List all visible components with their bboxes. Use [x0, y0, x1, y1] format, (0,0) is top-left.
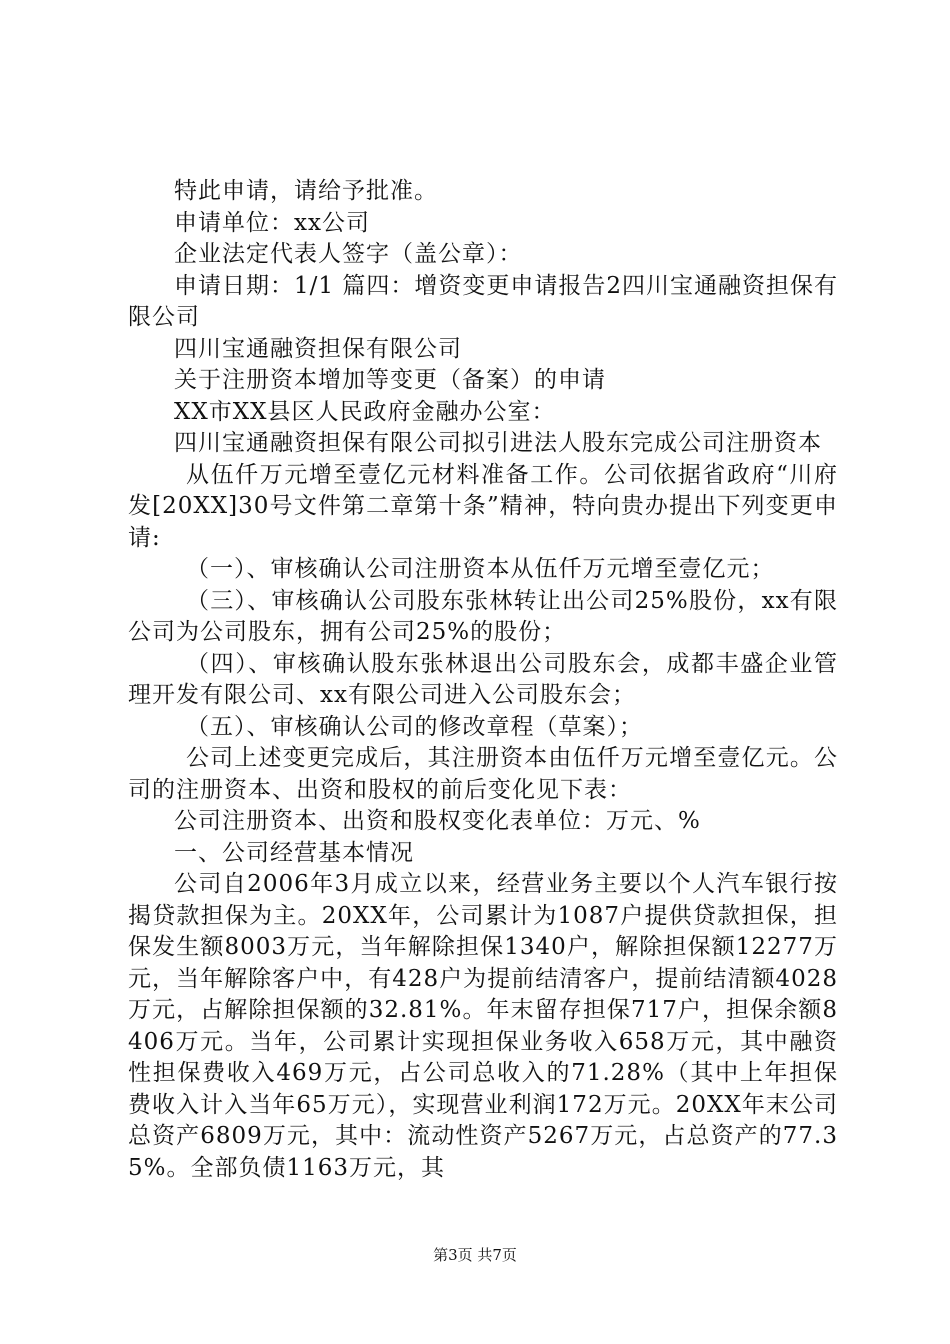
paragraph: 申请日期：1/1 篇四：增资变更申请报告2四川宝通融资担保有限公司 — [128, 272, 838, 330]
section-heading: 一、公司经营基本情况 — [174, 839, 414, 866]
paragraph: XX市XX县区人民政府金融办公室： — [174, 398, 556, 425]
paragraph: 从伍仟万元增至壹亿元材料准备工作。公司依据省政府“川府发[20XX]30号文件第二章第十条”精神，特向贵办提出下列变更申请: — [128, 461, 838, 551]
paragraph: 企业法定代表人签字（盖公章）： — [174, 241, 523, 267]
page-number: 第3页 共7页 — [433, 1246, 517, 1264]
paragraph: 特此申请，请给予批准。 — [174, 178, 438, 204]
paragraph: 四川宝通融资担保有限公司拟引进法人股东完成公司注册资本 — [174, 430, 822, 456]
document-body — [128, 176, 838, 1184]
list-item: （四）、审核确认股东张林退出公司股东会，成都丰盛企业管理开发有限公司、xx有限公司进入公司股东会； — [128, 650, 838, 708]
paragraph: 公司自2006年3月成立以来，经营业务主要以个人汽车银行按揭贷款担保为主。20XX年，公司累计为1087户提供贷款担保，担保发生额8003万元，当年解除担保1340户，解除担保额12277万元，当年解除客户中，有428户为提前结清客户，提前结清额4028万元，占解除担保额的32.81%。年末留存担保717户，担保余额8406万元。当年，公司累计实现担保业务收入658万元，其中融资性担保费收入469万元，占公司总收入的71.28%（其中上年担保费收入计入当年65万元），实现营业利润172万元。20XX年末公司总资产6809万元，其中：流动性资产5267万元，占总资产的77.35%。全部负债1163万元，其 — [128, 871, 838, 1181]
paragraph: 申请单位：xx公司 — [174, 209, 370, 236]
list-item: （三）、审核确认公司股东张林转让出公司25%股份，xx有限公司为公司股东，拥有公司25%的股份； — [128, 587, 838, 645]
table-caption: 公司注册资本、出资和股权变化表单位：万元、% — [174, 808, 701, 834]
list-item: （一）、审核确认公司注册资本从伍仟万元增至壹亿元； — [186, 556, 775, 582]
paragraph: 公司上述变更完成后，其注册资本由伍仟万元增至壹亿元。公司的注册资本、出资和股权的前后变化见下表： — [128, 745, 838, 803]
paragraph: 关于注册资本增加等变更（备案）的申请 — [174, 367, 606, 393]
paragraph: 四川宝通融资担保有限公司 — [174, 335, 462, 362]
list-item: （五）、审核确认公司的修改章程（草案）； — [186, 713, 643, 740]
